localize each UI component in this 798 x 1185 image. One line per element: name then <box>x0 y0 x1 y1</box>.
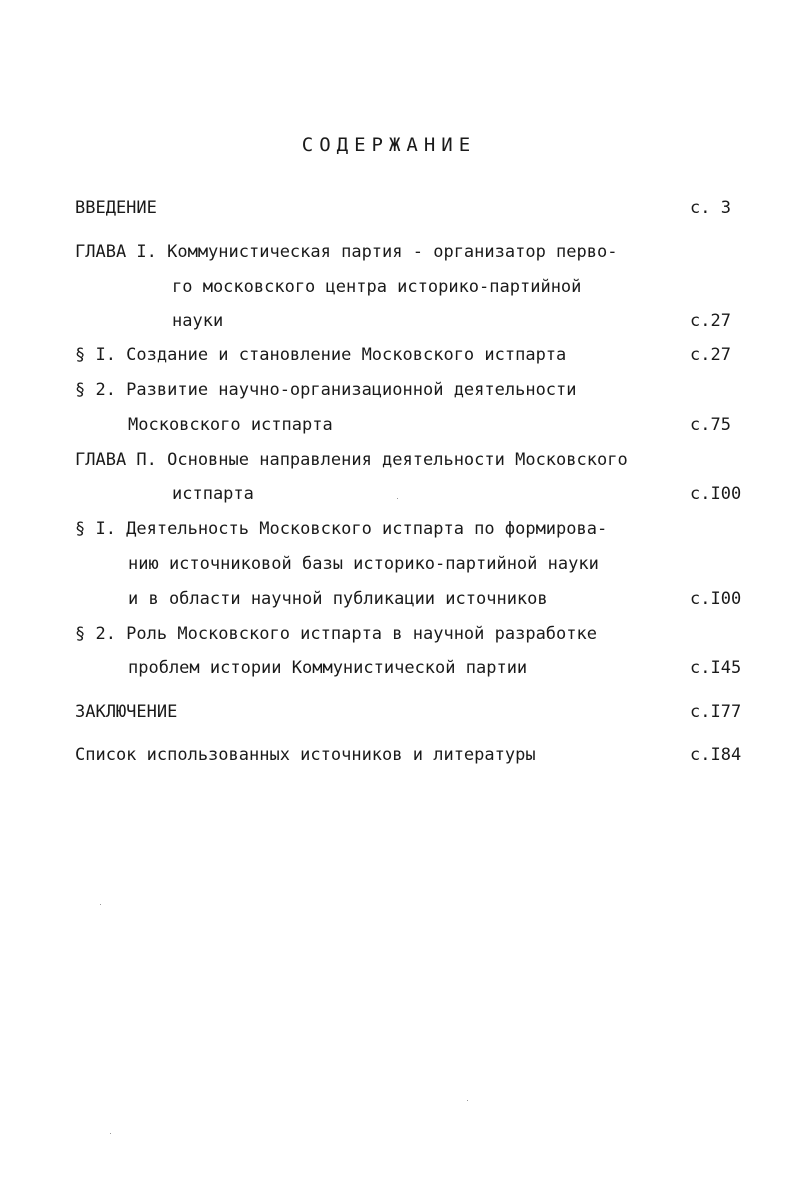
toc-line: ЗАКЛЮЧЕНИЕ <box>75 702 178 722</box>
toc-page-number: с.27 <box>690 311 731 331</box>
toc-line: § 2. Роль Московского истпарта в научной разработке <box>75 624 597 644</box>
toc-line: и в области научной публикации источников <box>128 589 548 609</box>
toc-page-number: с.I00 <box>690 484 742 504</box>
toc-line: истпарта <box>172 484 254 504</box>
scan-speck <box>100 904 101 905</box>
toc-page-number: с.I84 <box>690 745 742 765</box>
toc-page-number: с.75 <box>690 415 731 435</box>
toc-line: проблем истории Коммунистической партии <box>128 658 528 678</box>
toc-line: Московского истпарта <box>128 415 333 435</box>
toc-line: го московского центра историко-партийной <box>172 277 582 297</box>
toc-page-number: с.I45 <box>690 658 742 678</box>
toc-page-number: с. 3 <box>690 198 731 218</box>
toc-page-number: с.I77 <box>690 702 742 722</box>
toc-line: науки <box>172 311 224 331</box>
scan-speck <box>110 1133 111 1134</box>
toc-line: § I. Создание и становление Московского истпарта <box>75 345 567 365</box>
toc-page-number: с.I00 <box>690 589 742 609</box>
toc-line: Список использованных источников и литературы <box>75 745 536 765</box>
toc-line: ГЛАВА I. Коммунистическая партия - организатор перво- <box>75 242 618 262</box>
toc-line: § 2. Развитие научно-организационной деятельности <box>75 380 577 400</box>
toc-page-number: с.27 <box>690 345 731 365</box>
toc-line: ГЛАВА П. Основные направления деятельности Московского <box>75 450 628 470</box>
scan-speck <box>467 1100 468 1101</box>
scan-speck <box>397 498 398 499</box>
toc-line: ВВЕДЕНИЕ <box>75 198 157 218</box>
page-title: СОДЕРЖАНИЕ <box>301 134 477 156</box>
toc-line: нию источниковой базы историко-партийной науки <box>128 554 599 574</box>
toc-line: § I. Деятельность Московского истпарта по формирова- <box>75 519 608 539</box>
